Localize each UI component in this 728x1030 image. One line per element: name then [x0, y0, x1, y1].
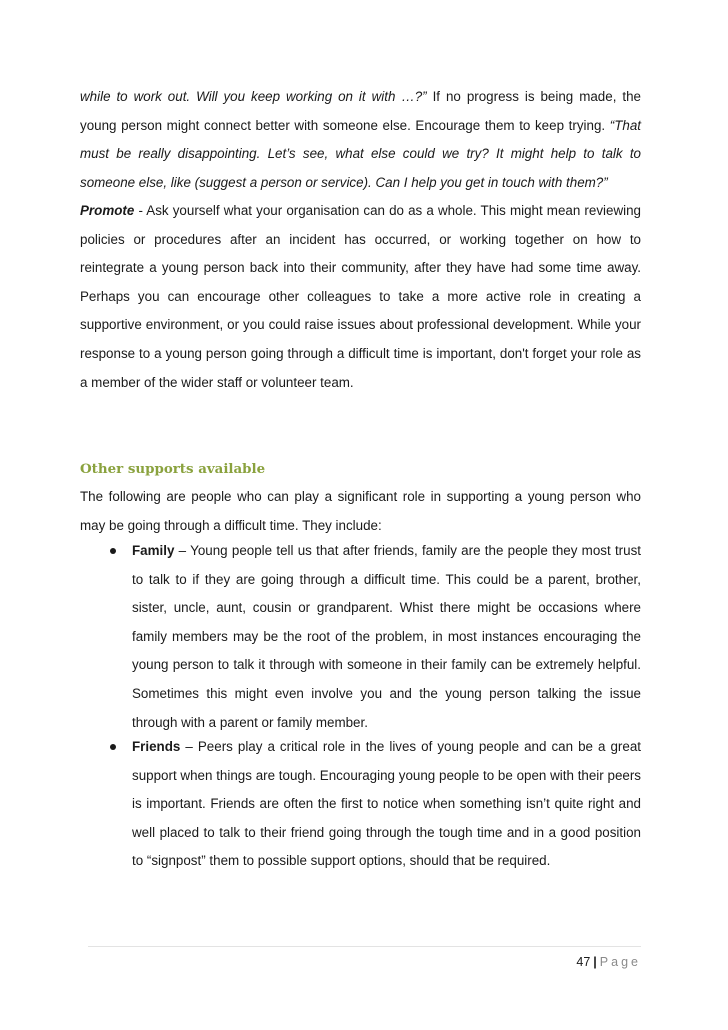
bullet-icon [110, 548, 116, 554]
promote-text: - Ask yourself what your organisation can do as a whole. This might mean reviewing policies or procedures after an incident has occurred, or working together on how to reintegrate a young person back into their community, after they have had some time away. Perhaps you can encourage other colleagues to take a more active role in creating a supportive environment, or you could raise issues about professional development. While your response to a young person going through a difficult time is important, don't forget your role as a member of the wider staff or volunteer team. [80, 203, 641, 390]
list-item-term: Family [132, 543, 175, 558]
supports-intro-paragraph: The following are people who can play a significant role in supporting a young person who may be going through a difficult time. They include: [80, 489, 641, 533]
list-item-description: – Peers play a critical role in the lives of young people and can be a great support when things are tough. Encouraging young people to be open with their peers is important. Friends are often the first to notice when something isn’t quite right and well placed to talk to their friend going through the tough time and in a good position to “signpost” them to possible support options, should that be required. [132, 739, 641, 869]
list-item-text [132, 537, 641, 737]
page-footer [576, 953, 641, 971]
bullet-icon [110, 744, 116, 750]
list-item-family [80, 537, 641, 737]
intro-text: If no progress is being made, the young person might connect better with someone else. Encourage them to keep trying. [80, 89, 641, 133]
footer-divider [88, 946, 641, 947]
intro-paragraph [80, 83, 641, 197]
promote-paragraph [80, 197, 641, 397]
intro-quote-1: while to work out. Will you keep working on it with …?” [80, 89, 427, 104]
intro-quote-2: “That must be really disappointing. Let’s see, what else could we try? It might help to talk to someone else, like (suggest a person or service). Can I help you get in touch with them?” [80, 117, 641, 190]
section-heading: Other supports available [80, 461, 266, 477]
support-list [80, 537, 641, 737]
list-item-description: – Young people tell us that after friends, family are the people they most trust to talk to if they are going through a difficult time. This could be a parent, brother, sister, uncle, aunt, cousin or grandparent. Whist there might be occasions where family members may be the root of the problem, in most instances encouraging the young person to talk it through with someone in their family can be extremely helpful. Sometimes this might even involve you and the young person talking the issue through with a parent or family member. [132, 543, 641, 730]
promote-lead: Promote [80, 203, 135, 218]
list-item-text [132, 733, 641, 876]
page-label: Page [599, 955, 641, 969]
support-list [80, 733, 641, 876]
list-item-term: Friends [132, 739, 181, 754]
footer-separator: | [593, 955, 597, 969]
list-item-friends [80, 733, 641, 876]
page-number: 47 [576, 955, 591, 969]
